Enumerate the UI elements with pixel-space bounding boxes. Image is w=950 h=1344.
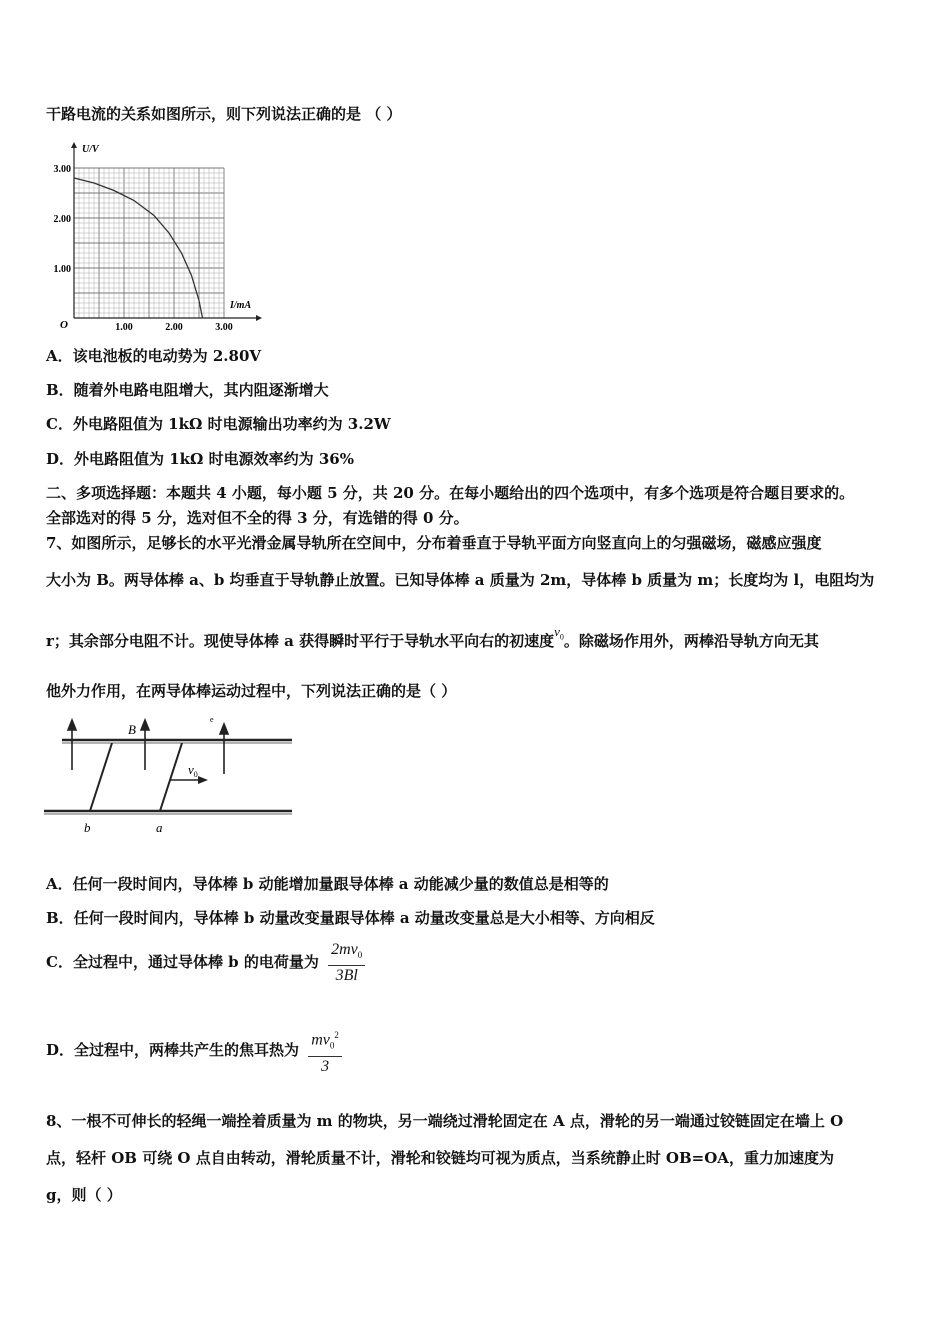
- q6-ui-chart: [40, 138, 270, 333]
- chart-origin-label: O: [60, 319, 68, 331]
- q7-option-c-fraction: $\frac{2mv_0}{3Bl}$: [328, 940, 365, 986]
- y-axis-arrow: [71, 142, 77, 148]
- q7-stem-line1: 7、如图所示，足够长的水平光滑金属导轨所在空间中，分布着垂直于导轨平面方向竖直向上的匀强磁场，磁感应强度: [46, 534, 822, 552]
- rod-a: [160, 743, 182, 811]
- q7-option-d[interactable]: [46, 1025, 342, 1077]
- q6-option-c[interactable]: C．外电路阻值为 1kΩ 时电源输出功率约为 3.2W: [46, 415, 391, 433]
- rod-b: [90, 743, 112, 811]
- q8-stem-line3: g，则（ ）: [46, 1186, 122, 1204]
- chart-ylabel: U/V: [82, 144, 99, 155]
- q7-option-d-fraction: $\frac{mv_0^2}{3}$: [308, 1025, 342, 1077]
- y-tick-label: 2.00: [53, 214, 71, 225]
- q7-option-c-text: C．全过程中，通过导体棒 b 的电荷量为: [46, 953, 319, 972]
- label-e: e: [210, 715, 214, 724]
- q7-option-c[interactable]: [46, 940, 365, 986]
- q7-option-a[interactable]: A．任何一段时间内，导体棒 b 动能增加量跟导体棒 a 动能减少量的数值总是相等的: [46, 875, 609, 893]
- x-axis-arrow: [256, 315, 262, 321]
- q7-stem-line2: 大小为 B。两导体棒 a、b 均垂直于导轨静止放置。已知导体棒 a 质量为 2m，导体棒 b 质量为 m；长度均为 l，电阻均为: [46, 571, 875, 589]
- q7-stem-line3-after: 。除磁场作用外，两棒沿导轨方向无其: [563, 632, 819, 650]
- v0-symbol: $v_0$: [554, 624, 564, 642]
- section2-heading-line2: 全部选对的得 5 分，选对但不全的得 3 分，有选错的得 0 分。: [46, 509, 469, 527]
- q6-option-d[interactable]: D．外电路阻值为 1kΩ 时电源效率约为 36%: [46, 450, 354, 468]
- x-tick-label: 2.00: [165, 322, 183, 333]
- q8-stem-line2: 点，轻杆 OB 可绕 O 点自由转动，滑轮质量不计，滑轮和铰链均可视为质点，当系统静止时 OB=OA，重力加速度为: [46, 1149, 834, 1167]
- chart-xlabel: I/mA: [230, 300, 252, 311]
- y-tick-label: 3.00: [53, 164, 71, 175]
- chart-ticks: [54, 164, 233, 333]
- q6-option-b[interactable]: B．随着外电路电阻增大，其内阻逐渐增大: [46, 381, 329, 399]
- label-B: B: [128, 722, 136, 737]
- q7-stem-line4: 他外力作用，在两导体棒运动过程中，下列说法正确的是（ ）: [46, 682, 457, 700]
- label-v0: $v_0$: [188, 762, 198, 779]
- q7-stem-line3: [46, 624, 819, 652]
- y-tick-label: 1.00: [53, 264, 71, 275]
- field-arrows: [68, 720, 228, 774]
- q7-rails-figure: [42, 708, 302, 838]
- chart-grid: [74, 168, 224, 318]
- chart-axes: [71, 142, 262, 321]
- q6-stem-tail: 干路电流的关系如图所示，则下列说法正确的是 （ ）: [46, 105, 402, 123]
- q7-option-d-text: D．全过程中，两棒共产生的焦耳热为: [46, 1040, 300, 1059]
- section2-heading-line1: 二、多项选择题：本题共 4 小题，每小题 5 分，共 20 分。在每小题给出的四个选项中，有多个选项是符合题目要求的。: [46, 484, 855, 502]
- x-tick-label: 3.00: [215, 322, 233, 333]
- q7-stem-line3-before: r；其余部分电阻不计。现使导体棒 a 获得瞬时平行于导轨水平向右的初速度: [46, 632, 555, 650]
- label-a: a: [156, 820, 163, 835]
- q8-stem-line1: 8、一根不可伸长的轻绳一端拴着质量为 m 的物块，另一端绕过滑轮固定在 A 点，滑轮的另一端通过铰链固定在墙上 O: [46, 1112, 844, 1130]
- q6-option-a[interactable]: A．该电池板的电动势为 2.80V: [46, 347, 262, 365]
- x-tick-label: 1.00: [115, 322, 133, 333]
- q7-option-b[interactable]: B．任何一段时间内，导体棒 b 动量改变量跟导体棒 a 动量改变量总是大小相等、方向相反: [46, 909, 655, 927]
- label-b: b: [84, 820, 91, 835]
